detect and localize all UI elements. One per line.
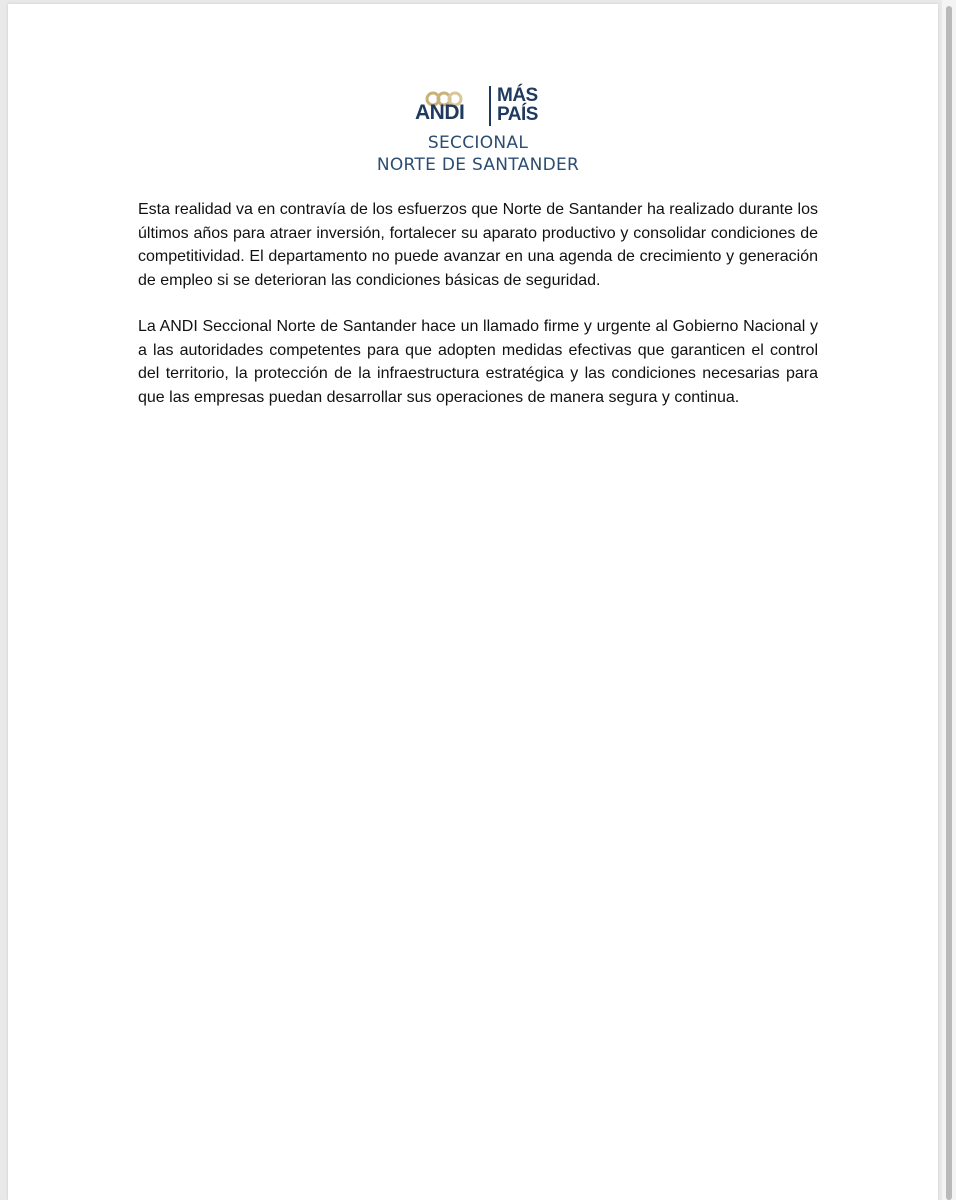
- seccional-label: SECCIONAL: [427, 133, 529, 153]
- scrollbar-thumb[interactable]: [946, 6, 952, 1200]
- document-body: [138, 198, 818, 432]
- document-page: [8, 4, 938, 1200]
- logo-group: [413, 84, 553, 128]
- andi-logo-text: ANDI: [415, 101, 465, 124]
- paragraph: Esta realidad va en contravía de los esfuerzos que Norte de Santander ha realizado durante los últimos años para atraer inversión, fortalecer su aparato productivo y consolidar condiciones de competitividad. El departamento no puede avanzar en una agenda de crecimiento y generación de empleo si se deterioran las condiciones básicas de seguridad.: [138, 201, 818, 289]
- mas-pais-logo: [497, 86, 538, 124]
- letterhead: [8, 82, 938, 182]
- paragraph: La ANDI Seccional Norte de Santander hace un llamado firme y urgente al Gobierno Nacional y a las autoridades competentes para que adopten medidas efectivas que garanticen el control del territorio, la protección de la infraestructura estratégica y las condiciones necesarias para que las empresas puedan desarrollar sus operaciones de manera segura y continua.: [138, 318, 818, 406]
- region-label: NORTE DE SANTANDER: [376, 155, 580, 175]
- mas-pais-line2: PAÍS: [497, 104, 538, 125]
- andi-logo: [413, 84, 481, 128]
- scrollbar[interactable]: [942, 0, 956, 1200]
- mas-pais-line1: MÁS: [497, 85, 538, 106]
- logo-divider: [489, 86, 491, 126]
